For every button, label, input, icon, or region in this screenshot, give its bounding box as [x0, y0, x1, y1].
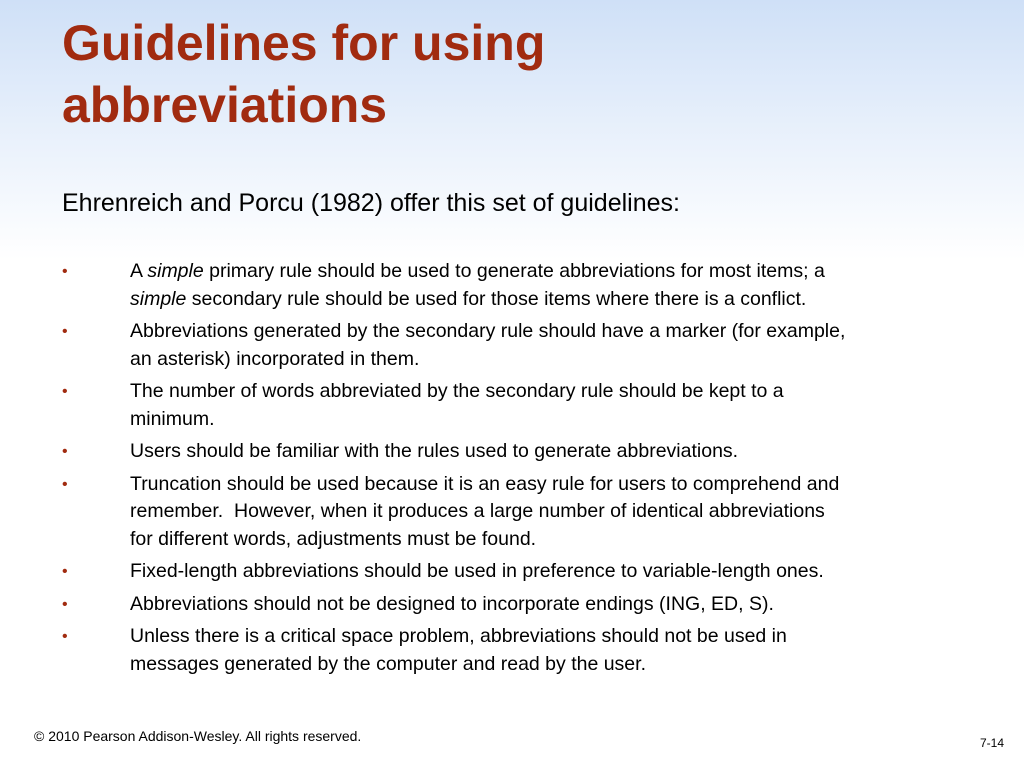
guideline-7-line-1: Abbreviations should not be designed to incorporate endings (ING, ED, S). — [130, 592, 774, 615]
guideline-1-text-a: A — [130, 260, 148, 282]
guideline-5-line-1: Truncation should be used because it is an easy rule for users to comprehend and — [130, 472, 840, 495]
bullet-icon: • — [62, 263, 68, 280]
bullet-icon: • — [62, 595, 68, 613]
slide-title-line-2: abbreviations — [62, 77, 388, 133]
slide-title — [62, 12, 962, 136]
guideline-item-5 — [62, 471, 982, 554]
bullet-icon: • — [62, 443, 68, 460]
guideline-1-text-b: primary rule should be used to generate abbreviations for most items; a — [203, 260, 825, 282]
guideline-8-line-2: messages generated by the computer and read by the user. — [130, 652, 646, 675]
guideline-5-line-2: remember. However, when it produces a large number of identical abbreviations — [130, 500, 825, 522]
guideline-5-line-3: for different words, adjustments must be found. — [130, 527, 537, 550]
guideline-1-emphasis-a: simple — [147, 260, 204, 282]
guideline-item-1 — [62, 258, 982, 313]
guideline-3-line-1: The number of words abbreviated by the secondary rule should be kept to a — [130, 380, 784, 402]
guideline-item-4 — [62, 438, 982, 466]
bullet-icon: • — [62, 628, 68, 645]
guideline-2-line-1: Abbreviations generated by the secondary rule should have a marker (for example, — [130, 320, 846, 342]
guideline-1-emphasis-b: simple — [130, 287, 187, 310]
guideline-item-7 — [62, 591, 982, 619]
guideline-2-line-2: an asterisk) incorporated in them. — [130, 347, 420, 370]
guideline-item-3 — [62, 378, 982, 433]
footer-copyright: © 2010 Pearson Addison-Wesley. All rights reserved. — [34, 728, 362, 744]
bullet-icon: • — [62, 475, 68, 493]
bullet-icon: • — [62, 383, 68, 400]
guideline-8-line-1: Unless there is a critical space problem, abbreviations should not be used in — [130, 625, 787, 647]
guideline-3-line-2: minimum. — [130, 407, 215, 430]
bullet-icon: • — [62, 563, 68, 580]
slide-title-line-1: Guidelines for using — [62, 15, 546, 71]
guideline-item-6 — [62, 558, 982, 586]
slide-subtitle: Ehrenreich and Porcu (1982) offer this set of guidelines: — [62, 189, 680, 217]
bullet-icon: • — [62, 323, 68, 340]
guideline-4-line-1: Users should be familiar with the rules used to generate abbreviations. — [130, 440, 739, 462]
guideline-6-line-1: Fixed-length abbreviations should be used in preference to variable-length ones. — [130, 560, 824, 582]
guideline-1-text-c: secondary rule should be used for those items where there is a conflict. — [186, 287, 807, 310]
guideline-item-8 — [62, 623, 982, 678]
page-number: 7-14 — [979, 736, 1004, 750]
guideline-list — [62, 258, 982, 683]
guideline-item-2 — [62, 318, 982, 373]
